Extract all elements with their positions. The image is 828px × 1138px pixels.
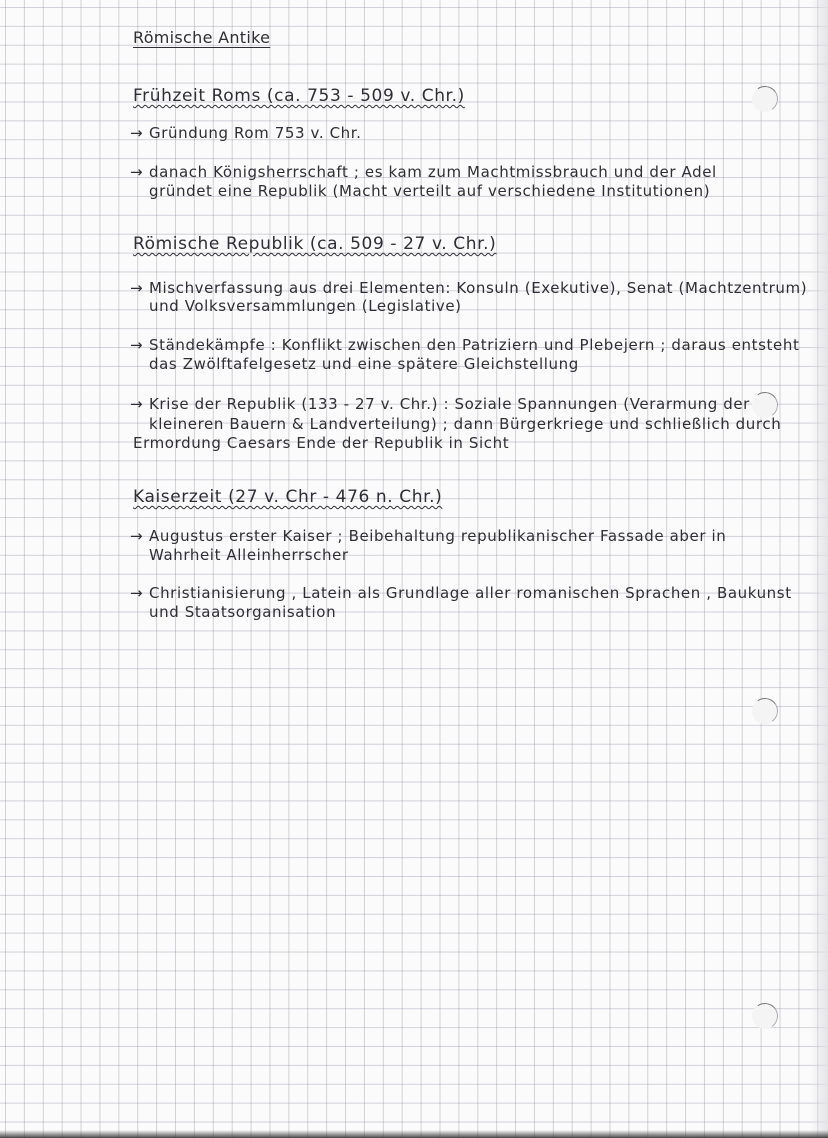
- arrow-icon: →: [130, 336, 144, 354]
- page-edge-shadow: [810, 0, 828, 1138]
- section-heading: Frühzeit Roms (ca. 753 - 509 v. Chr.): [133, 86, 465, 106]
- punch-hole: [750, 696, 780, 726]
- note-line: das Zwölftafelgesetz und eine spätere Gleichstellung: [149, 355, 579, 373]
- note-line: gründet eine Republik (Macht verteilt auf verschiedene Institutionen): [149, 182, 711, 200]
- arrow-icon: →: [130, 395, 144, 413]
- arrow-icon: →: [130, 124, 144, 142]
- arrow-icon: →: [130, 279, 144, 297]
- note-line: Augustus erster Kaiser ; Beibehaltung republikanischer Fassade aber in: [149, 527, 727, 545]
- arrow-icon: →: [130, 527, 144, 545]
- note-line: Mischverfassung aus drei Elementen: Konsuln (Exekutive), Senat (Machtzentrum): [149, 279, 808, 297]
- note-line: Ständekämpfe : Konflikt zwischen den Patriziern und Plebejern ; daraus entsteht: [149, 336, 800, 354]
- note-line: Christianisierung , Latein als Grundlage aller romanischen Sprachen , Baukunst: [149, 584, 792, 602]
- note-line: Gründung Rom 753 v. Chr.: [149, 124, 362, 142]
- note-line: und Volksversammlungen (Legislative): [149, 297, 462, 315]
- arrow-icon: →: [130, 163, 144, 181]
- note-line: danach Königsherrschaft ; es kam zum Machtmissbrauch und der Adel: [149, 163, 717, 181]
- note-line: Wahrheit Alleinherrscher: [149, 546, 349, 564]
- note-line: kleineren Bauern & Landverteilung) ; dann Bürgerkriege und schließlich durch: [149, 415, 782, 433]
- note-line: Krise der Republik (133 - 27 v. Chr.) : Soziale Spannungen (Verarmung der: [149, 395, 750, 413]
- section-heading: Römische Republik (ca. 509 - 27 v. Chr.): [133, 234, 497, 254]
- punch-hole: [750, 1001, 780, 1031]
- note-line: und Staatsorganisation: [149, 603, 337, 621]
- section-heading: Kaiserzeit (27 v. Chr - 476 n. Chr.): [133, 487, 443, 507]
- page-title: Römische Antike: [133, 28, 271, 47]
- punch-hole: [750, 84, 780, 114]
- arrow-icon: →: [130, 584, 144, 602]
- note-line: Ermordung Caesars Ende der Republik in Sicht: [133, 434, 510, 452]
- page-edge-shadow: [0, 1130, 828, 1138]
